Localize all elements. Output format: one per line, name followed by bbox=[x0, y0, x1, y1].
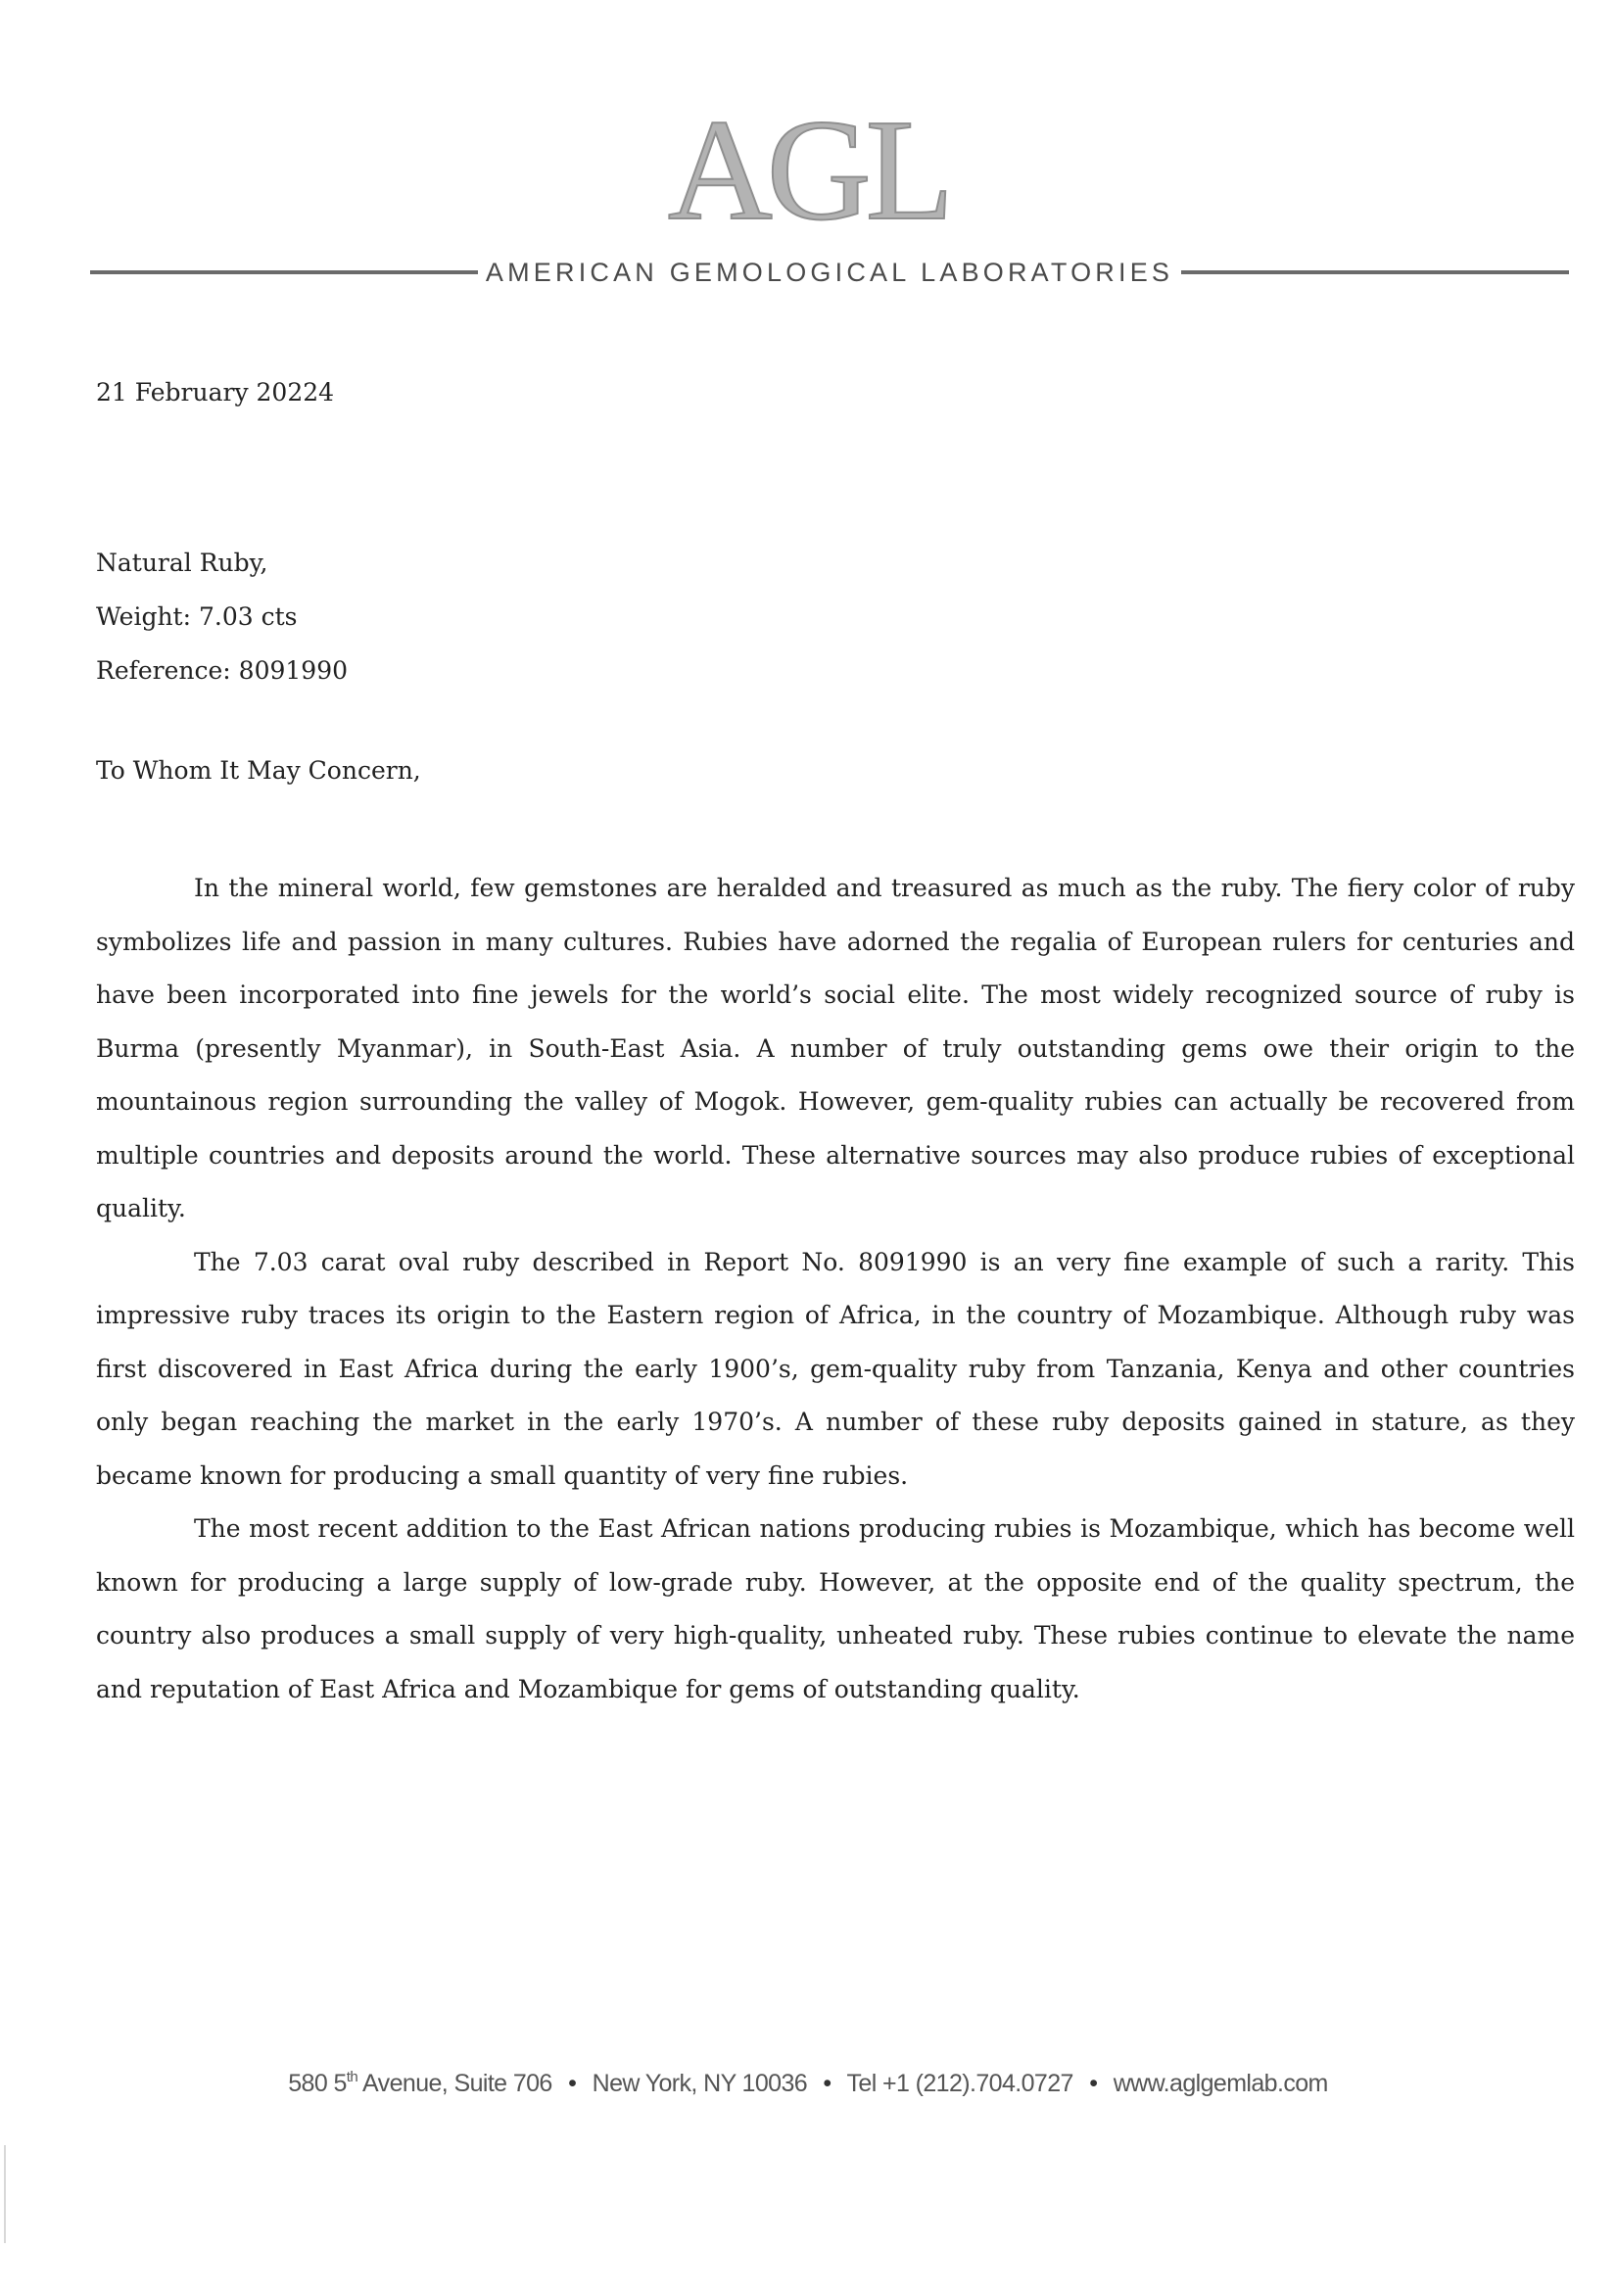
footer-address-suffix: th bbox=[346, 2069, 358, 2085]
stone-details bbox=[96, 536, 348, 697]
footer-address-street: Avenue, Suite 706 bbox=[357, 2070, 552, 2097]
stone-description: Natural Ruby, bbox=[96, 549, 268, 577]
stone-reference: Reference: 8091990 bbox=[96, 656, 349, 685]
footer-city: New York, NY 10036 bbox=[592, 2070, 808, 2097]
letter-body bbox=[96, 862, 1575, 1716]
footer-address-number: 580 5 bbox=[288, 2070, 347, 2097]
scan-edge-mark bbox=[4, 2145, 6, 2243]
stone-weight: Weight: 7.03 cts bbox=[96, 602, 298, 631]
letterhead-footer bbox=[0, 2069, 1616, 2098]
body-paragraph-3: The most recent addition to the East African nations producing rubies is Mozambique, which has become well known for producing a large supply of low-grade ruby. However, at the opposite end of the quality spectrum, the country also produces a small supply of very high-quality, unheated ruby. These rubies continue to elevate the name and reputation of East Africa and Mozambique for gems of outstanding quality. bbox=[96, 1514, 1575, 1703]
letterhead-tagline bbox=[90, 257, 1569, 288]
body-paragraph-2: The 7.03 carat oval ruby described in Report No. 8091990 is an very fine example of such a rarity. This impressive ruby traces its origin to the Eastern region of Africa, in the country of Mozambique. Although ruby was first discovered in East Africa during the early 1900’s, gem-quality ruby from Tanzania, Kenya and other countries only began reaching the market in the early 1970’s. A number of these ruby deposits gained in stature, as they became known for producing a small quantity of very fine rubies. bbox=[96, 1247, 1575, 1490]
body-paragraph-1: In the mineral world, few gemstones are heralded and treasured as much as the ruby. The fiery color of ruby symbolizes life and passion in many cultures. Rubies have adorned the regalia of European rulers for centuries and have been incorporated into fine jewels for the world’s social elite. The most widely recognized source of ruby is Burma (presently Myanmar), in South-East Asia. A number of truly outstanding gems owe their origin to the mountainous region surrounding the valley of Mogok. However, gem-quality rubies can actually be recovered from multiple countries and deposits around the world. These alternative sources may also produce rubies of exceptional quality. bbox=[96, 874, 1575, 1222]
tagline-right-rule bbox=[1181, 270, 1569, 274]
footer-separator: • bbox=[1089, 2070, 1098, 2097]
footer-phone: Tel +1 (212).704.0727 bbox=[846, 2070, 1073, 2097]
footer-separator: • bbox=[568, 2070, 577, 2097]
footer-separator: • bbox=[823, 2070, 832, 2097]
agl-logo: AGL bbox=[667, 90, 949, 251]
footer-address bbox=[288, 2070, 552, 2097]
tagline-left-rule bbox=[90, 270, 478, 274]
letter-date: 21 February 20224 bbox=[96, 378, 335, 407]
salutation: To Whom It May Concern, bbox=[96, 756, 421, 785]
footer-website: www.aglgemlab.com bbox=[1113, 2070, 1328, 2097]
organization-name: AMERICAN GEMOLOGICAL LABORATORIES bbox=[485, 257, 1174, 287]
